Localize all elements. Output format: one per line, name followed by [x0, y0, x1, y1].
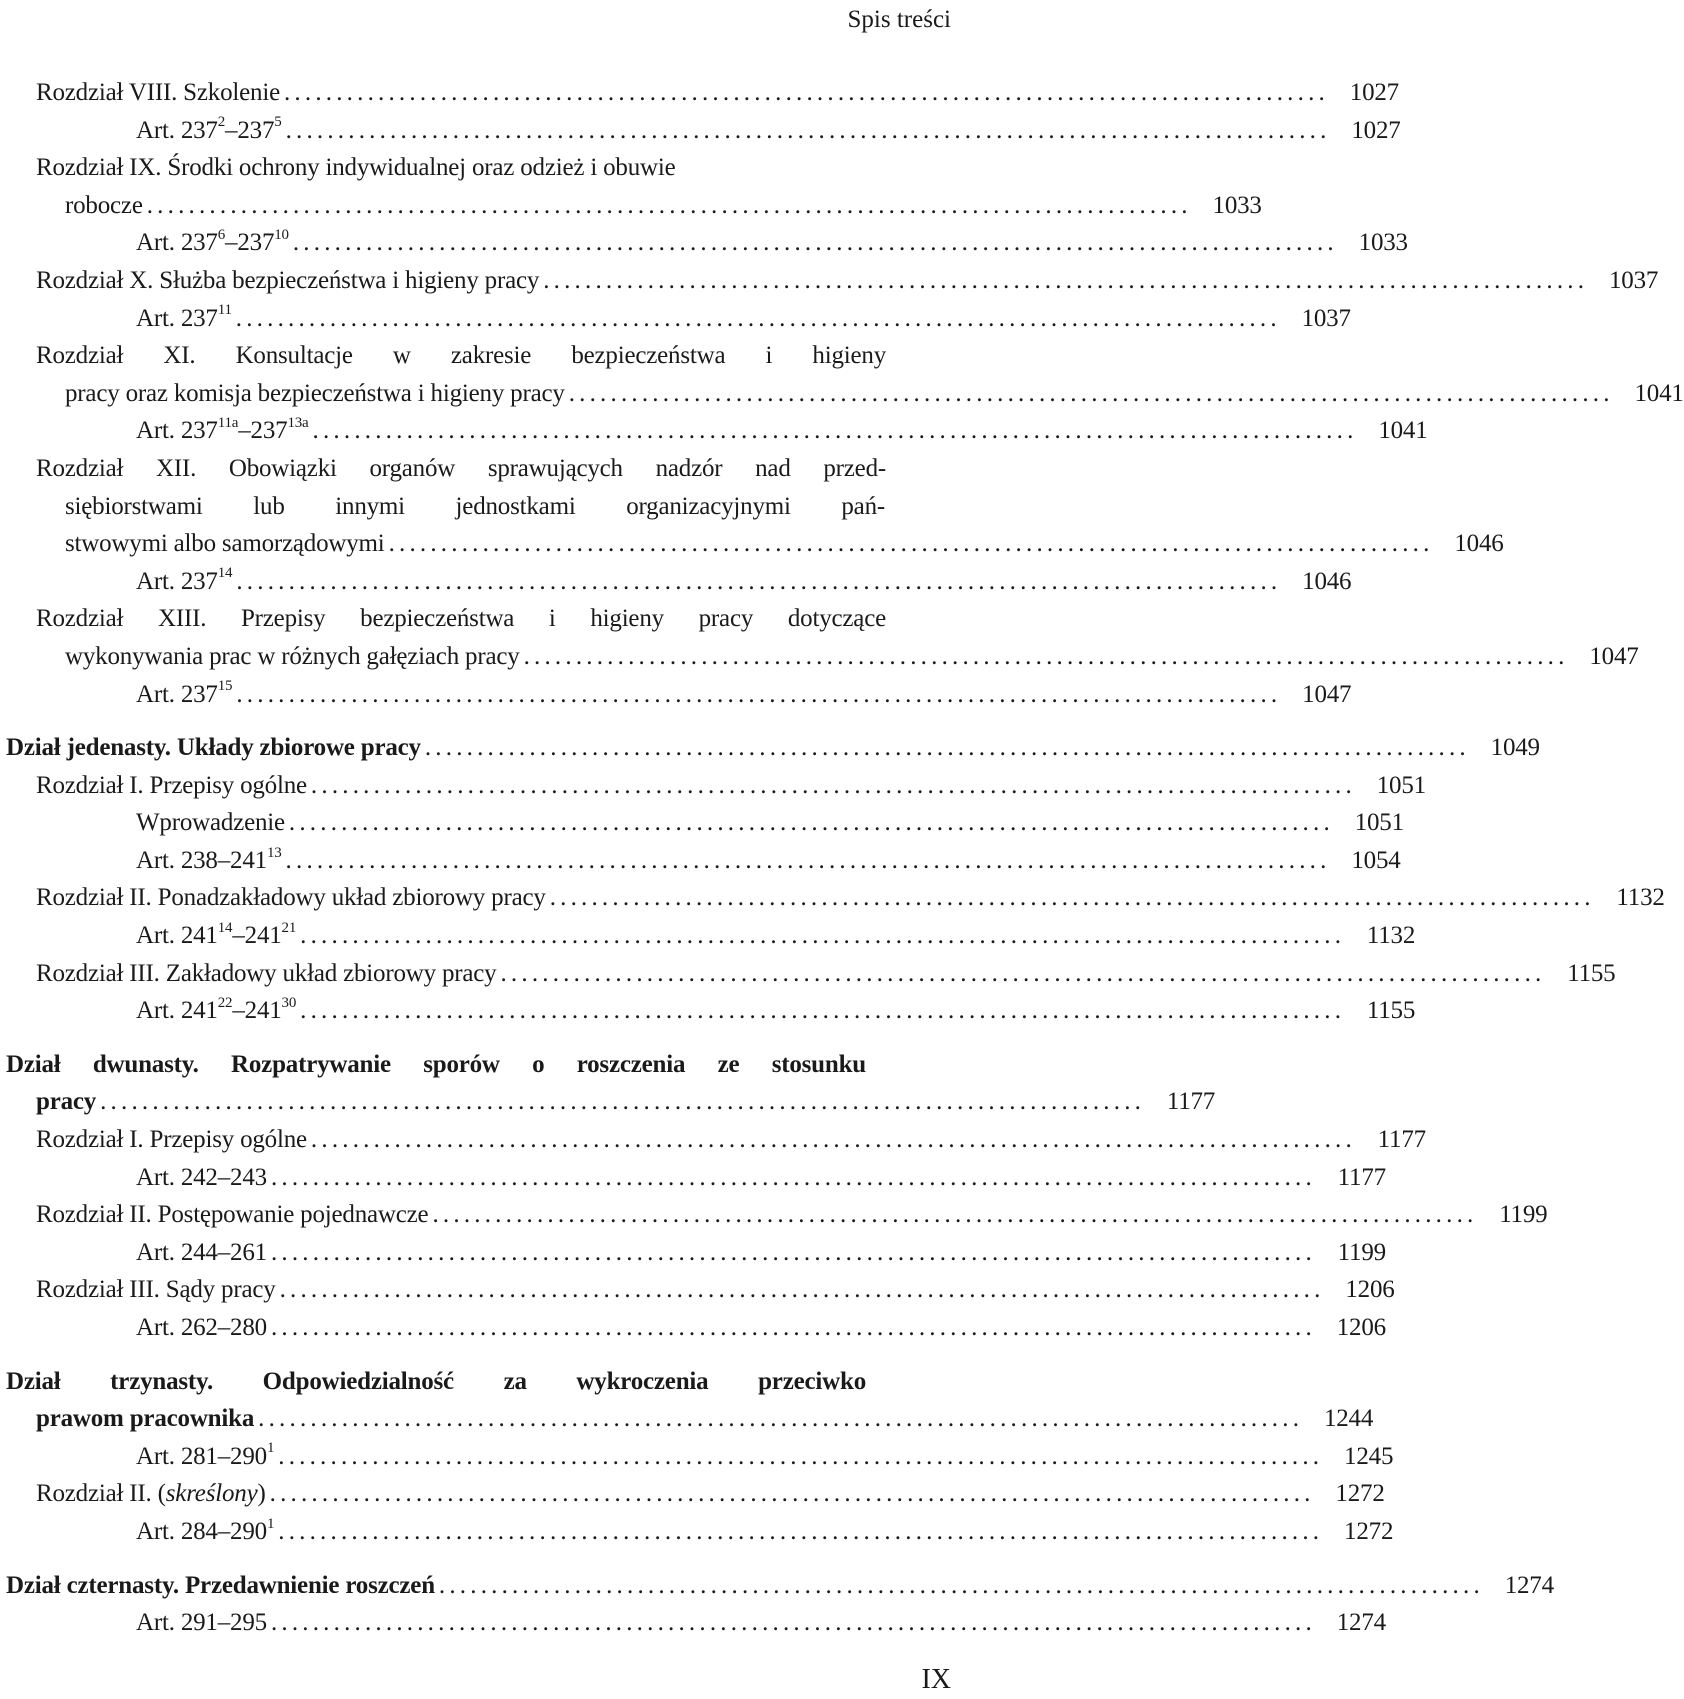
- toc-entry-title: Art. $237^{14}$: [136, 565, 233, 595]
- toc-entry-title: Rozdział VIII. Szkolenie: [36, 79, 280, 106]
- toc-page-number: 1047: [1589, 642, 1639, 670]
- table-of-contents: [6, 74, 1684, 1642]
- toc-entry[interactable]: [6, 676, 1352, 714]
- toc-entry-title: Art. $281-290^1$: [136, 1440, 275, 1470]
- dot-leader: ....................................................................................................: [270, 1238, 1316, 1266]
- toc-entry[interactable]: [6, 1121, 1426, 1159]
- toc-entry[interactable]: [6, 992, 1416, 1030]
- toc-page-number: 1046: [1302, 567, 1352, 595]
- toc-entry[interactable]: [6, 1196, 1548, 1234]
- toc-entry[interactable]: [6, 804, 1404, 842]
- toc-entry-line: Rozdział IX. Środki ochrony indywidualnej oraz odzież i obuwie: [36, 154, 676, 182]
- toc-entry[interactable]: [6, 1475, 1385, 1513]
- toc-entry[interactable]: [6, 767, 1426, 805]
- toc-entry-title: Wprowadzenie: [136, 809, 285, 837]
- toc-page-number: 1272: [1335, 1480, 1385, 1508]
- dot-leader: ....................................................................................................: [438, 1571, 1484, 1599]
- toc-entry[interactable]: [6, 1604, 1386, 1642]
- toc-entry[interactable]: [6, 842, 1401, 880]
- toc-page-number: 1027: [1349, 79, 1399, 106]
- toc-page-number: 1051: [1354, 809, 1404, 837]
- toc-page-number: 1046: [1454, 530, 1504, 558]
- toc-page-number: 1199: [1337, 1238, 1386, 1266]
- toc-entry[interactable]: [6, 112, 1401, 150]
- toc-entry-line: Rozdział XI. Konsultacje w zakresie bezpieczeństwa i higieny: [36, 342, 886, 370]
- toc-section-line: Dział trzynasty. Odpowiedzialność za wykroczenia przeciwko: [6, 1367, 866, 1395]
- toc-page-number: 1132: [1616, 884, 1665, 912]
- toc-section-entry[interactable]: [6, 729, 1540, 767]
- toc-entry-title: Rozdział II. Ponadzakładowy układ zbiorowy pracy: [36, 884, 546, 912]
- toc-entry[interactable]: [6, 375, 1684, 413]
- toc-section-title: Dział jedenasty. Układy zbiorowe pracy: [6, 734, 421, 762]
- toc-entry-title: Art. $237^{11}$: [136, 302, 232, 332]
- toc-page-number: 1177: [1337, 1163, 1386, 1191]
- toc-entry-title: Art. $284-290^1$: [136, 1515, 275, 1545]
- toc-entry[interactable]: [6, 563, 1352, 601]
- dot-leader: ....................................................................................................: [278, 1442, 1324, 1470]
- toc-page-number: 1177: [1166, 1088, 1216, 1116]
- toc-page-number: 1274: [1504, 1571, 1554, 1599]
- toc-section-entry[interactable]: [6, 1400, 1374, 1438]
- toc-entry[interactable]: [6, 187, 1262, 225]
- toc-page-number: 1155: [1567, 959, 1616, 987]
- toc-entry-title: stwowymi albo samorządowymi: [65, 530, 385, 558]
- toc-page-number: 1037: [1609, 266, 1659, 294]
- toc-page-number: 1132: [1366, 922, 1416, 950]
- dot-leader: ....................................................................................................: [283, 79, 1329, 106]
- toc-page-number: 1274: [1336, 1609, 1386, 1637]
- toc-entry[interactable]: [6, 262, 1659, 300]
- dot-leader: ....................................................................................................: [288, 809, 1334, 837]
- toc-page-number: 1155: [1366, 997, 1416, 1025]
- toc-page-number: 1041: [1634, 379, 1684, 407]
- dot-leader: ....................................................................................................: [500, 959, 1546, 987]
- toc-entry-title: Art. 291–295: [136, 1609, 267, 1637]
- toc-entry-title: Art. $237^{11a}-237^{13a}$: [136, 415, 309, 445]
- toc-entry-title: Art. 242–243: [136, 1163, 267, 1191]
- toc-page-number: 1272: [1344, 1517, 1394, 1545]
- toc-page-number: 1054: [1351, 846, 1401, 874]
- toc-entry[interactable]: [6, 412, 1428, 450]
- toc-entry-title: Art. $241^{22}-241^{30}$: [136, 994, 297, 1025]
- dot-leader: ....................................................................................................: [270, 1314, 1316, 1341]
- toc-entry-title: Art. $237^{15}$: [136, 678, 233, 708]
- dot-leader: ....................................................................................................: [432, 1201, 1478, 1229]
- dot-leader: ....................................................................................................: [424, 734, 1470, 762]
- toc-entry[interactable]: [6, 1159, 1386, 1197]
- toc-entry-title: Rozdział X. Służba bezpieczeństwa i higieny pracy: [36, 266, 540, 294]
- toc-entry-line: siębiorstwami lub innymi jednostkami organizacyjnymi pań-: [65, 492, 885, 520]
- toc-entry-title: Art. 244–261: [136, 1238, 267, 1266]
- toc-entry-title: Rozdział I. Przepisy ogólne: [36, 771, 307, 799]
- dot-leader: ....................................................................................................: [236, 567, 1282, 595]
- dot-leader: ....................................................................................................: [568, 379, 1614, 407]
- toc-entry-title: Art. $237^6-237^{10}$: [136, 227, 289, 257]
- dot-leader: ....................................................................................................: [300, 997, 1346, 1025]
- dot-leader: ....................................................................................................: [269, 1480, 1315, 1508]
- toc-entry-title: Art. 262–280: [136, 1314, 267, 1341]
- toc-entry-title: Art. $238-241^{13}$: [136, 844, 282, 874]
- toc-entry[interactable]: [6, 224, 1408, 262]
- toc-entry-title: Rozdział III. Zakładowy układ zbiorowy pracy: [36, 959, 497, 987]
- toc-page-number: 1041: [1378, 417, 1428, 445]
- toc-page-number: 1206: [1345, 1276, 1395, 1304]
- dot-leader: ....................................................................................................: [312, 417, 1358, 445]
- toc-section-line: Dział dwunasty. Rozpatrywanie sporów o roszczenia ze stosunku: [6, 1050, 866, 1078]
- dot-leader: ....................................................................................................: [549, 884, 1595, 912]
- toc-entry-title: Art. $237^2-237^5$: [136, 114, 282, 144]
- toc-entry-line: Rozdział XII. Obowiązki organów sprawujących nadzór nad przed-: [36, 454, 886, 482]
- toc-entry[interactable]: [6, 638, 1639, 676]
- toc-page-number: 1244: [1323, 1405, 1374, 1433]
- toc-entry-title: robocze: [65, 191, 143, 219]
- toc-entry[interactable]: [6, 525, 1504, 563]
- toc-entry-title: wykonywania prac w różnych gałęziach pracy: [65, 642, 520, 670]
- dot-leader: ....................................................................................................: [146, 191, 1192, 219]
- toc-page-number: 1037: [1301, 304, 1351, 332]
- toc-entry[interactable]: [6, 1271, 1395, 1309]
- dot-leader: ....................................................................................................: [523, 642, 1569, 670]
- toc-page-number: 1051: [1376, 771, 1426, 799]
- toc-entry[interactable]: [6, 1234, 1386, 1272]
- dot-leader: ....................................................................................................: [236, 680, 1282, 708]
- toc-section-entry[interactable]: [6, 1567, 1554, 1605]
- toc-page-number: 1033: [1212, 191, 1262, 219]
- toc-section-title: Dział czternasty. Przedawnienie roszczeń: [6, 1571, 435, 1599]
- toc-section-title: prawom pracownika: [36, 1405, 255, 1433]
- dot-leader: ....................................................................................................: [310, 1126, 1356, 1154]
- dot-leader: ....................................................................................................: [310, 771, 1356, 799]
- toc-page-number: 1047: [1302, 680, 1352, 708]
- toc-entry-title: Rozdział III. Sądy pracy: [36, 1276, 276, 1304]
- dot-leader: ....................................................................................................: [388, 530, 1434, 558]
- toc-entry[interactable]: [6, 879, 1665, 917]
- dot-leader: ....................................................................................................: [235, 304, 1281, 332]
- dot-leader: ....................................................................................................: [279, 1276, 1325, 1304]
- toc-entry-title: pracy oraz komisja bezpieczeństwa i higieny pracy: [65, 379, 565, 407]
- toc-entry[interactable]: [6, 917, 1416, 955]
- toc-entry-title: Rozdział II. Postępowanie pojednawcze: [36, 1201, 429, 1229]
- toc-entry[interactable]: [6, 955, 1616, 993]
- toc-entry[interactable]: [6, 1513, 1394, 1551]
- toc-entry-line: Rozdział XIII. Przepisy bezpieczeństwa i higieny pracy dotyczące: [36, 605, 886, 633]
- dot-leader: ....................................................................................................: [285, 846, 1331, 874]
- dot-leader: ....................................................................................................: [300, 922, 1346, 950]
- toc-section-entry[interactable]: [6, 1083, 1216, 1121]
- toc-page-number: 1206: [1336, 1314, 1386, 1341]
- toc-entry-title: Art. $241^{14}-241^{21}$: [136, 919, 297, 950]
- toc-entry[interactable]: [6, 1309, 1386, 1347]
- dot-leader: ....................................................................................................: [285, 116, 1331, 144]
- running-header: Spis treści: [847, 6, 951, 33]
- toc-entry[interactable]: [6, 74, 1399, 112]
- toc-page-number: 1199: [1499, 1201, 1548, 1229]
- page-number: IX: [921, 1664, 951, 1695]
- toc-entry-title: Rozdział II. (skreślony): [36, 1480, 266, 1508]
- dot-leader: ....................................................................................................: [270, 1163, 1316, 1191]
- dot-leader: ....................................................................................................: [100, 1088, 1146, 1116]
- dot-leader: ....................................................................................................: [270, 1609, 1316, 1637]
- toc-section-title: pracy: [36, 1088, 97, 1116]
- toc-entry[interactable]: [6, 1438, 1394, 1476]
- toc-page-number: 1177: [1377, 1126, 1426, 1154]
- dot-leader: ....................................................................................................: [543, 266, 1589, 294]
- dot-leader: ....................................................................................................: [258, 1405, 1304, 1433]
- dot-leader: ....................................................................................................: [278, 1517, 1324, 1545]
- toc-entry[interactable]: [6, 300, 1351, 338]
- toc-page-number: 1033: [1358, 229, 1408, 257]
- toc-page-number: 1027: [1351, 116, 1401, 144]
- dot-leader: ....................................................................................................: [292, 229, 1338, 257]
- toc-page-number: 1245: [1344, 1442, 1394, 1470]
- toc-page-number: 1049: [1490, 734, 1540, 762]
- toc-entry-title: Rozdział I. Przepisy ogólne: [36, 1126, 307, 1154]
